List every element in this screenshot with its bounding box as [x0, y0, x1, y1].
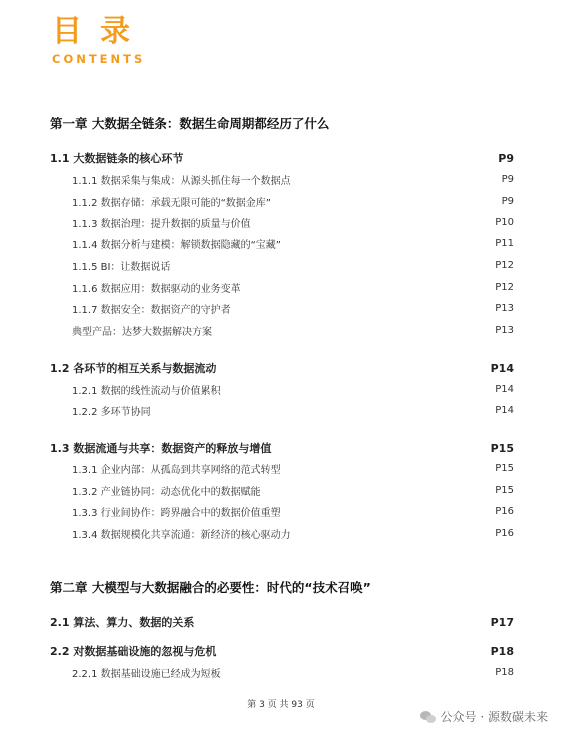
- toc-entry-title: 1.3.2 产业链协同：动态优化中的数据赋能: [72, 487, 261, 498]
- watermark-text: 公众号 · 源数碳未来: [440, 710, 548, 724]
- toc-entry-chapter[interactable]: [50, 114, 512, 132]
- toc-entry-page: P18: [495, 667, 514, 678]
- toc-entry-title: 第二章 大模型与大数据融合的必要性：时代的“技术召唤”: [50, 580, 371, 595]
- toc-entry-page: P18: [490, 644, 514, 658]
- toc-entry-page: P16: [495, 506, 514, 517]
- toc-entry-page: P12: [495, 260, 514, 271]
- toc-entry-title: 1.1.3 数据治理：提升数据的质量与价值: [72, 219, 251, 230]
- toc-entry-sub[interactable]: [72, 382, 514, 397]
- toc-entry-section[interactable]: [50, 360, 514, 376]
- toc-entry-page: P9: [501, 174, 514, 185]
- toc-entry-product[interactable]: [72, 323, 514, 338]
- watermark: [420, 708, 548, 725]
- toc-entry-title: 第一章 大数据全链条：数据生命周期都经历了什么: [50, 116, 330, 131]
- toc-title-block: [52, 14, 148, 66]
- toc-entry-page: P14: [490, 361, 514, 375]
- toc-entry-page: P16: [495, 528, 514, 539]
- toc-entry-section[interactable]: [50, 150, 514, 166]
- toc-entry-sub[interactable]: [72, 194, 514, 209]
- toc-entry-page: P9: [501, 196, 514, 207]
- toc-entry-page: P14: [495, 405, 514, 416]
- toc-entry-page: P15: [495, 463, 514, 474]
- toc-entry-title: 1.1.5 BI：让数据说话: [72, 262, 171, 273]
- toc-entry-title: 典型产品：达梦大数据解决方案: [72, 327, 212, 338]
- toc-entry-sub[interactable]: [72, 461, 514, 476]
- toc-entry-page: P11: [495, 238, 514, 249]
- toc-entry-sub[interactable]: [72, 403, 514, 418]
- toc-entry-title: 1.1.6 数据应用：数据驱动的业务变革: [72, 284, 241, 295]
- toc-entry-title: 1.1.2 数据存储：承载无限可能的“数据金库”: [72, 198, 271, 209]
- toc-entry-page: P15: [495, 485, 514, 496]
- toc-entry-page: P10: [495, 217, 514, 228]
- toc-entry-page: P9: [498, 151, 514, 165]
- toc-entry-page: P12: [495, 282, 514, 293]
- toc-entry-title: 1.3.4 数据规模化共享流通：新经济的核心驱动力: [72, 530, 291, 541]
- toc-entry-page: P13: [495, 325, 514, 336]
- toc-entry-sub[interactable]: [72, 301, 514, 316]
- toc-entry-sub[interactable]: [72, 236, 514, 251]
- toc-entry-sub[interactable]: [72, 526, 514, 541]
- toc-entry-sub[interactable]: [72, 215, 514, 230]
- toc-entry-title: 1.2 各环节的相互关系与数据流动: [50, 362, 217, 375]
- toc-entry-title: 1.1.1 数据采集与集成：从源头抓住每一个数据点: [72, 176, 291, 187]
- toc-entry-sub[interactable]: [72, 504, 514, 519]
- toc-entry-title: 2.2.1 数据基础设施已经成为短板: [72, 669, 221, 680]
- toc-entry-page: P14: [495, 384, 514, 395]
- toc-entry-title: 1.3.3 行业间协作：跨界融合中的数据价值重塑: [72, 508, 281, 519]
- toc-entry-title: 1.3.1 企业内部：从孤岛到共享网络的范式转型: [72, 465, 281, 476]
- page-footer: 第 3 页 共 93 页: [247, 700, 315, 710]
- toc-entry-title: 1.1.7 数据安全：数据资产的守护者: [72, 305, 231, 316]
- toc-entry-page: P17: [490, 615, 514, 629]
- toc-entry-title: 1.2.1 数据的线性流动与价值累积: [72, 386, 221, 397]
- toc-subtitle: CONTENTS: [52, 52, 146, 66]
- toc-entry-title: 1.1.4 数据分析与建模：解锁数据隐藏的“宝藏”: [72, 240, 281, 251]
- wechat-icon: [420, 710, 436, 724]
- toc-entry-sub[interactable]: [72, 483, 514, 498]
- toc-entry-title: 2.1 算法、算力、数据的关系: [50, 616, 195, 629]
- toc-entry-page: P15: [490, 441, 514, 455]
- toc-title: 目录: [52, 14, 148, 49]
- toc-entry-title: 2.2 对数据基础设施的忽视与危机: [50, 645, 217, 658]
- toc-entry-sub[interactable]: [72, 665, 514, 680]
- toc-entry-chapter[interactable]: [50, 578, 512, 596]
- toc-entry-section[interactable]: [50, 440, 514, 456]
- toc-entry-section[interactable]: [50, 614, 514, 630]
- toc-entry-title: 1.2.2 多环节协同: [72, 407, 151, 418]
- toc-entry-page: P13: [495, 303, 514, 314]
- toc-entry-section[interactable]: [50, 643, 514, 659]
- toc-entry-sub[interactable]: [72, 258, 514, 273]
- toc-entry-sub[interactable]: [72, 172, 514, 187]
- toc-entry-title: 1.1 大数据链条的核心环节: [50, 152, 184, 165]
- toc-entry-sub[interactable]: [72, 280, 514, 295]
- toc-entry-title: 1.3 数据流通与共享：数据资产的释放与增值: [50, 442, 272, 455]
